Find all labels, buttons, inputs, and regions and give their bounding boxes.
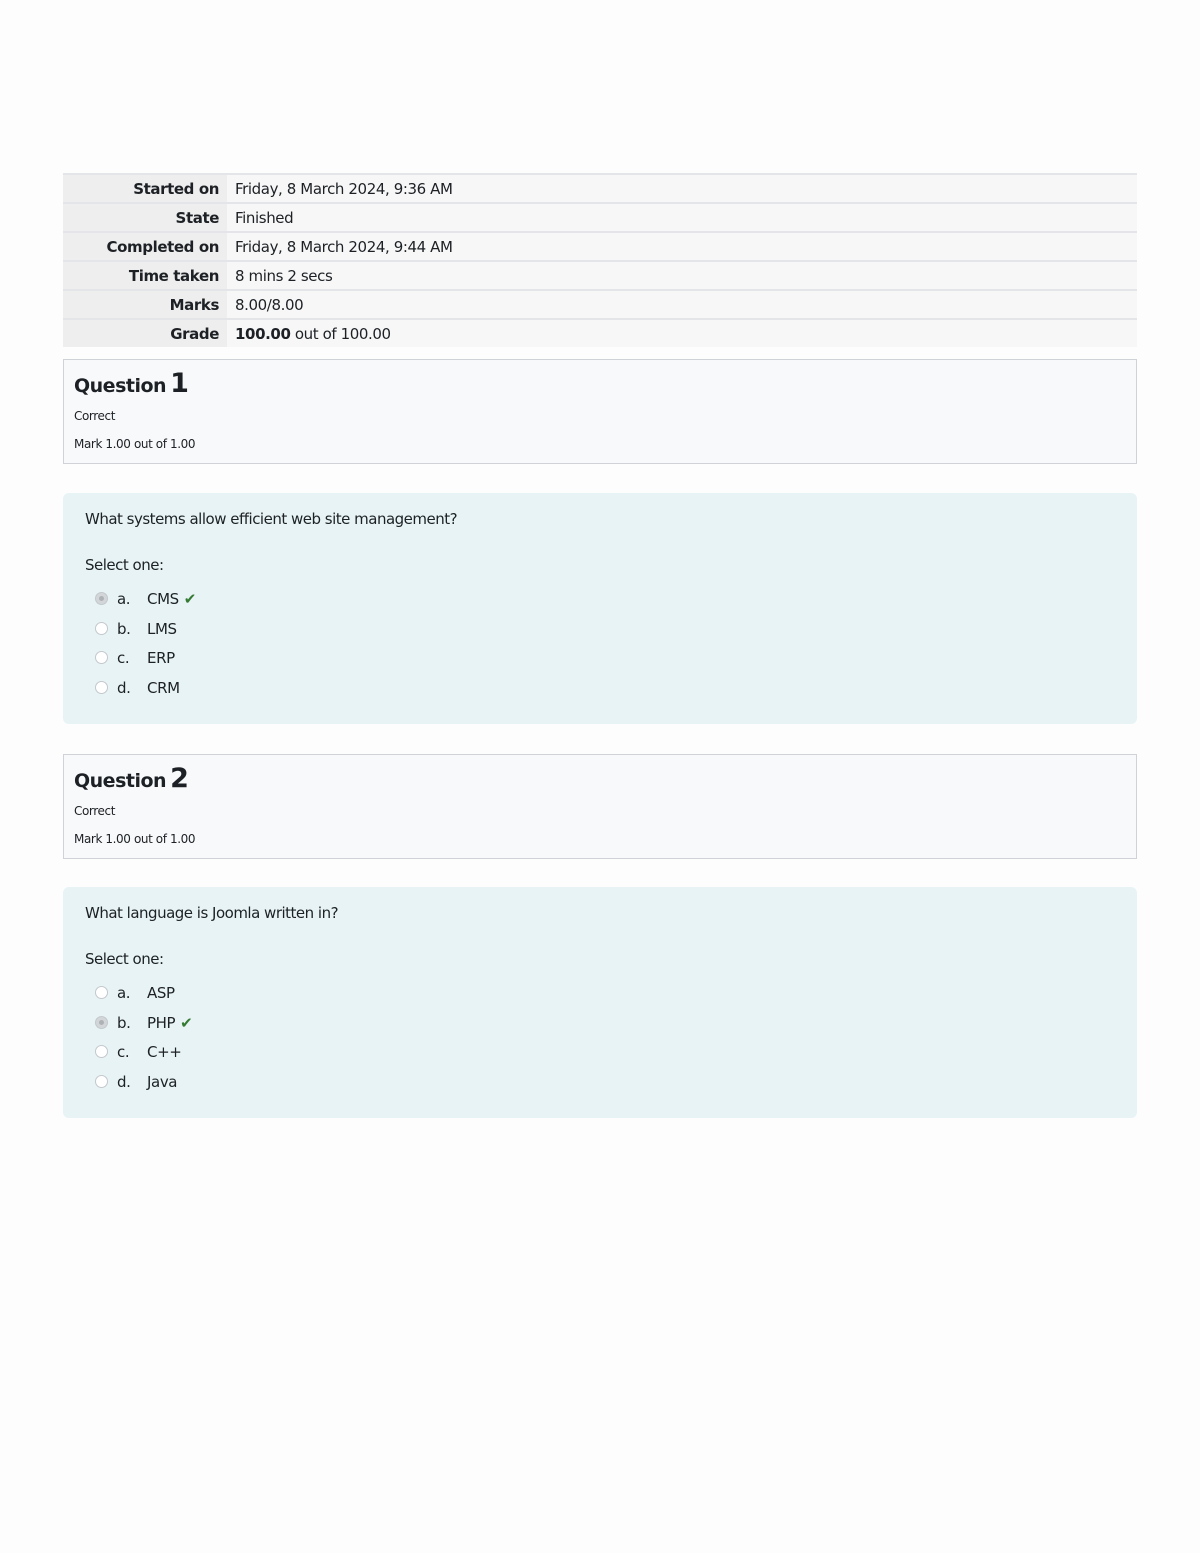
- question-number: [74, 763, 188, 794]
- summary-label: Grade: [63, 319, 227, 347]
- question-number: [74, 368, 188, 399]
- summary-label: Marks: [63, 290, 227, 319]
- option-text: CMS: [147, 590, 179, 608]
- summary-value: 8 mins 2 secs: [227, 261, 1137, 290]
- radio-button[interactable]: [95, 1016, 108, 1029]
- select-prompt: Select one:: [85, 950, 164, 968]
- question-content: [63, 887, 1137, 1118]
- question-heading: Question: [74, 375, 167, 397]
- summary-row: [63, 290, 1137, 319]
- question-content: [63, 493, 1137, 724]
- checkmark-icon: ✔: [180, 1013, 193, 1032]
- option-text: ASP: [147, 984, 175, 1002]
- option-letter: c.: [117, 1043, 130, 1062]
- summary-row: [63, 319, 1137, 347]
- summary-row: [63, 261, 1137, 290]
- question-info: [63, 754, 1137, 859]
- summary-value: 8.00/8.00: [227, 290, 1137, 319]
- radio-button[interactable]: [95, 592, 108, 605]
- grade-value: 100.00: [235, 324, 291, 343]
- summary-value: Friday, 8 March 2024, 9:44 AM: [227, 232, 1137, 261]
- question-grade: Mark 1.00 out of 1.00: [74, 832, 196, 846]
- summary-label: Time taken: [63, 261, 227, 290]
- option-label: [147, 590, 196, 608]
- radio-button[interactable]: [95, 651, 108, 664]
- radio-button[interactable]: [95, 986, 108, 999]
- radio-button[interactable]: [95, 622, 108, 635]
- radio-button[interactable]: [95, 1045, 108, 1058]
- option-text: Java: [147, 1072, 178, 1091]
- question-num: 2: [170, 763, 189, 794]
- option-letter: a.: [117, 590, 131, 608]
- option-letter: b.: [117, 619, 131, 638]
- option-text: C++: [147, 1043, 182, 1062]
- option-text: PHP: [147, 1013, 176, 1032]
- question-heading: Question: [74, 770, 167, 792]
- option-text: ERP: [147, 649, 175, 668]
- quiz-summary-table: [63, 173, 1137, 347]
- grade-out-of: out of 100.00: [290, 324, 391, 343]
- option-letter: a.: [117, 984, 131, 1002]
- option-letter: d.: [117, 1072, 131, 1091]
- question-text: What language is Joomla written in?: [85, 904, 339, 922]
- question-state: Correct: [74, 804, 115, 818]
- summary-value: [227, 319, 1137, 347]
- question-state: Correct: [74, 409, 115, 423]
- option-letter: b.: [117, 1013, 131, 1032]
- summary-label: Started on: [63, 174, 227, 203]
- option-label: [147, 1014, 192, 1032]
- radio-button[interactable]: [95, 1075, 108, 1088]
- summary-label: Completed on: [63, 232, 227, 261]
- select-prompt: Select one:: [85, 556, 164, 574]
- summary-label: State: [63, 203, 227, 232]
- summary-value: Friday, 8 March 2024, 9:36 AM: [227, 174, 1137, 203]
- summary-row: [63, 174, 1137, 203]
- summary-value: Finished: [227, 203, 1137, 232]
- option-letter: d.: [117, 678, 131, 697]
- summary-row: [63, 203, 1137, 232]
- option-letter: c.: [117, 649, 130, 668]
- question-grade: Mark 1.00 out of 1.00: [74, 437, 196, 451]
- option-text: LMS: [147, 619, 177, 638]
- radio-button[interactable]: [95, 681, 108, 694]
- question-num: 1: [170, 368, 189, 399]
- option-text: CRM: [147, 678, 180, 697]
- question-text: What systems allow efficient web site management?: [85, 510, 458, 528]
- checkmark-icon: ✔: [183, 590, 196, 608]
- summary-row: [63, 232, 1137, 261]
- question-info: [63, 359, 1137, 464]
